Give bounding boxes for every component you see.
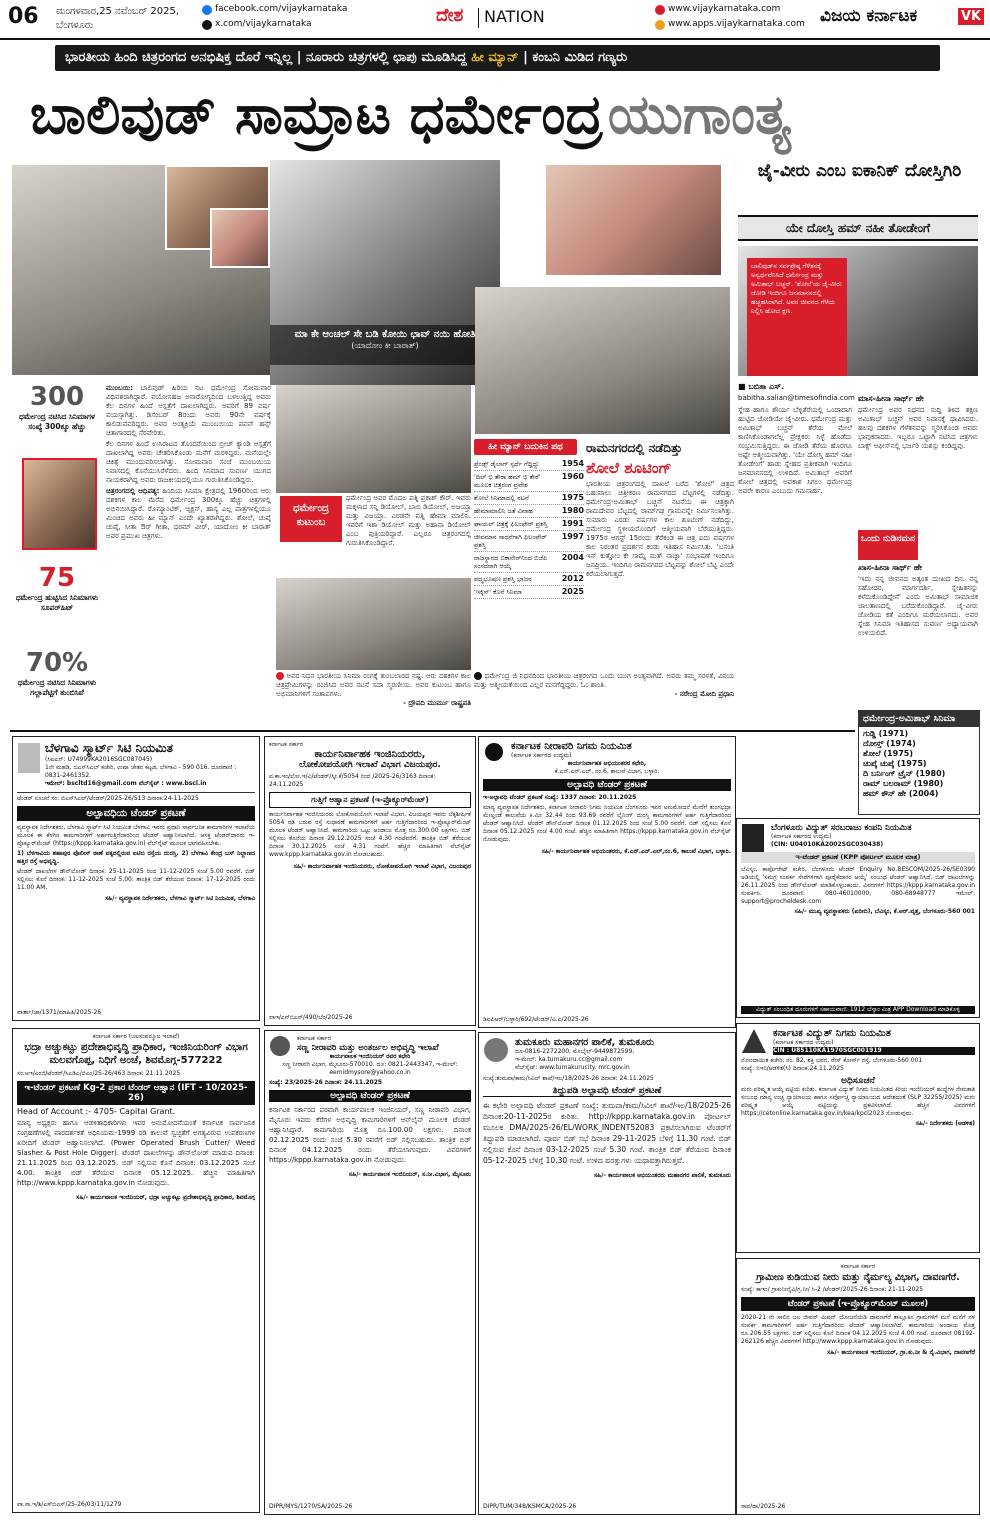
pwd-sign: ಸಹಿ/- ಕಾರ್ಯನಿರ್ವಾಹಕ ಇಂಜಿನಿಯರರು, ಲೋಕೋಪಯೋಗಿ ಇಲಾಖೆ ವಿಭಾಗ, ವಿಜಯಪುರ — [293, 863, 471, 870]
bescom-title: ಬೆಂಗಳೂರು ವಿದ್ಯುತ್ ಸರಬರಾಜು ಕಂಪನಿ ನಿಯಮಿತ — [771, 823, 912, 833]
quote-pm — [474, 672, 734, 722]
jai-veeru-band: ಯೇ ದೋಸ್ತಿ ಹಮ್ ನಹೀ ತೋಡೇಂಗೆ — [738, 215, 978, 241]
films-list — [859, 727, 979, 801]
byline-email: babitha.salian@timesofindia.com — [738, 394, 855, 402]
headline-accent: ಯುಗಾಂತ್ಯ — [607, 83, 792, 146]
section-kn: ದೇಶ — [436, 5, 464, 26]
ad-tumakuru — [478, 1032, 736, 1515]
timeline-item-year: 2012 — [561, 574, 584, 583]
kpcl-body: ಮರು ಪರಿಷ್ಕೃತ ಆಯ್ಕೆ ಪಟ್ಟಿಯ ಕುರಿತು. ಕರ್ನಾಟಕ ವಿದ್ಯುತ್ ನಿಗಮ ನಿಯಮಿತದ ಕಿರಿಯ ಇಂಜಿನಿಯರ್ ಹುದ್ದೆಗಳ ನೇಮಕಾತಿ ಸಂಬಂಧ ಮಾನ್ಯ ಉಚ್ಚ ನ್ಯಾಯಾಲಯ ಹಾಗೂ ಸರ್ವೋಚ್ಚ ನ್ಯಾಯಾಲಯದ ಆದೇಶದಂತೆ (SLP 32255/2025) ಮರು ಪರಿಷ್ಕೃತ ಆಯ್ಕೆ ಪಟ್ಟಿಯನ್ನು ಪ್ರಕಟಿಸಲಾಗಿದೆ. ಹೆಚ್ಚಿನ ವಿವರಗಳಿಗೆ https://cetonline.karnataka.gov.in/kea/kpcl2023 ನೋಡುವುದು. — [741, 1086, 975, 1117]
logo-badge: VK — [958, 8, 984, 25]
ad-minor-irrigation — [264, 1030, 476, 1515]
timeline-item — [474, 573, 584, 586]
belagavi-items: 1) ಬೆಳಗಾವಿಯ ಶಹಾಪುರ ಪೊಲೀಸ್ ಠಾಣೆ ಪಕ್ಕದಲ್ಲಿರುವ ಐಟಿಬಿ ರಸ್ತೆಯ ದುರಸ್ತಿ. 2) ಬೆಳಗಾವಿ ಕೇಂದ್ರ ಬಸ್ ನಿಲ್ದಾಣದ ಹತ್ತಿರ ರಸ್ತೆ ಅಭಿವೃದ್ಧಿ. — [17, 850, 255, 865]
header-city: ಬೆಂಗಳೂರು — [56, 20, 94, 31]
stat-300-label: ಧರ್ಮೇಂದ್ರ ನಟಿಸಿದ ಸಿನಿಮಾಗಳ ಸಂಖ್ಯೆ 300ಕ್ಕೂ ಹೆಚ್ಚು — [19, 412, 95, 431]
ad-knnl-ballari — [478, 736, 736, 1028]
rdws-title: ಗ್ರಾಮೀಣ ಕುಡಿಯುವ ನೀರು ಮತ್ತು ನೈರ್ಮಲ್ಯ ವಿಭಾಗ, ದಾವಣಗೆರೆ. — [756, 1272, 960, 1283]
knnl-sub: (ಕರ್ನಾಟಕ ಸರ್ಕಾರದ ಉದ್ಯಮ) — [511, 752, 572, 759]
section-en: NATION — [484, 7, 545, 26]
family-text: ಧರ್ಮೇಂದ್ರ ಅವರ ಮೊದಲ ಪತ್ನಿ ಪ್ರಕಾಶ್ ಕೌರ್. ಇವರು ಮಕ್ಕಳಾದ ಸನ್ನಿ ಡಿಯೋಲ್, ಬಾಬಿ ಡಿಯೋಲ್, ಅಜಯ್ತಾ ಮತ್ತು ವಿಜಯ್ತಾ. ಎರಡನೇ ಪತ್ನಿ ಹೇಮಾ ಮಾಲಿನಿ. ಇವರಿಗೆ ಇಶಾ ಡಿಯೋಲ್ ಮತ್ತು ಅಹಾನಾ ಡಿಯೋಲ್ ಎಂಬ ಪುತ್ರಿಯರಿದ್ದಾರೆ. ಎಲ್ಲರೂ ಚಿತ್ರರಂಗದಲ್ಲಿ ಗುರುತಿಸಿಕೊಂಡಿದ್ದಾರೆ. — [346, 494, 471, 547]
caption-main — [270, 325, 500, 365]
timeline-item — [474, 552, 584, 573]
sholay-pre: ರಾಮನಗರದಲ್ಲಿ ನಡೆದಿತ್ತು — [586, 441, 683, 455]
mi-office: ಕಾರ್ಯಪಾಲಕ ಇಂಜಿನಿಯರ್ ರವರ ಕಛೇರಿ — [329, 1053, 411, 1060]
timeline-item-text: ಪದ್ಮಭೂಷಣ ಪ್ರಶಸ್ತಿ ಭಾಜನ — [474, 575, 532, 583]
tumakuru-sign: ಸಹಿ/- ಕಾರ್ಯಪಾಲಕ ಅಭಿಯಂತರರು ಮಹಾನಗರ ಪಾಲಿಕೆ, ತುಮಕೂರು — [594, 1172, 731, 1179]
photo-family-with-hema — [546, 165, 721, 275]
timeline-item — [474, 505, 584, 518]
belagavi-dates: ಟೆಂಡರ್ ದಾಖಲೆಗಳ ಡೌನ್‌ಲೋಡ್ ದಿನಾಂಕ: 25-11-2025 ರಿಂದ 11-12-2025 ಸಂಜೆ 5.00 ರವರೆಗೆ. ಬಿಡ್ ಸಲ್ಲಿಸಲು ಕೊನೆ ದಿನಾಂಕ: 11-12-2025 ಸಂಜೆ 5.00. ತಾಂತ್ರಿಕ ಬಿಡ್ ತೆರೆಯುವ ದಿನಾಂಕ: 17-12-2025 ರಂದು 11.00 AM. — [17, 868, 255, 891]
jai-veeru-red-box: ಬಾಲಿವುಡ್‌ನ ಸರ್ವಶ್ರೇಷ್ಠ ಗೆಳೆತನಕ್ಕೆ ಅನ್ವರ್ಥವೆನಿಸಿದೆ ಧರ್ಮೇಂದ್ರ ಮತ್ತು ಅಮಿತಾಭ್ ಬಚ್ಚನ್. 'ಶೋಲೆ'ಯ ಜೈ-ವೀರು ಜೋಡಿ ಇಂದಿಗೂ ಜನಮಾನಸದಲ್ಲಿ ಹಚ್ಚಹಸಿರಾಗಿದೆ. ಅವರ ಜೀವನದ ಗೆಳೆಯ ನಿಲ್ಲಿಸಿ ಹೋದ ಕ್ಷಣ. — [747, 258, 847, 376]
pwd-title: ಕಾರ್ಯನಿರ್ವಾಹಕ ಇಂಜಿನಿಯರರು, — [314, 749, 426, 760]
byline-text: ಸ್ನೇಹ ಹಾಗೂ ಶೌರ್ಯ ಬೆಳ್ಳಿತೆರೆಯಲ್ಲಿ ಒಂದಾದಾಗ ಹುಟ್ಟಿದ ಜೋಡಿಯೇ ಜೈ-ವೀರು. ಧರ್ಮೇಂದ್ರ ಮತ್ತು ಅಮಿತಾಭ್ ಬಚ್ಚನ್ ತೆರೆಯ ಮೇಲೆ ಕಾಣಿಸಿಕೊಂಡಾಗಲೆಲ್ಲ ಪ್ರೇಕ್ಷಕರು ಸಿಳ್ಳೆ ಹೊಡೆದು ಸಂಭ್ರಮಿಸುತ್ತಿದ್ದರು. ಈ ಜೋಡಿ ತೆರೆಯ ಹೊರಗೂ ಅಷ್ಟೇ ಆತ್ಮೀಯವಾಗಿತ್ತು. 'ಯೇ ದೋಸ್ತಿ ಹಮ್ ನಹೀ ತೋಡೇಂಗೆ' ಹಾಡು ಸ್ನೇಹದ ಪ್ರತೀಕವಾಗಿ ಇಂದಿಗೂ ಜನಮಾನಸದಲ್ಲಿ ಉಳಿದಿದೆ. ಅಮಿತಾಭ್ ಅವರಿಗೆ ಶೋಲೆ ಚಿತ್ರದಲ್ಲಿ ಅವಕಾಶ ಸಿಗಲು ಧರ್ಮೇಂದ್ರ ಅವರೇ ಕಾರಣ ಎಂಬುದು ಗಮನಾರ್ಹ. — [738, 406, 852, 495]
bescom-band: ಇ-ಟೆಂಡರ್ ಪ್ರಕಟಣೆ (KPP ಪೋರ್ಟಲ್ ಮೂಲಕ ಮಾತ್ರ) — [741, 852, 975, 863]
film-item: ಹಮ್ ಕೌನ್ ಹೇ (2004) — [863, 789, 939, 798]
timeline-item — [474, 531, 584, 552]
apps-link[interactable]: www.apps.vijaykarnataka.com — [668, 19, 805, 29]
mi-gov: ಕರ್ನಾಟಕ ಸರ್ಕಾರ — [297, 1035, 332, 1042]
section-divider — [478, 8, 479, 28]
timeline-item-year: 1991 — [561, 519, 584, 528]
bescom-logo-icon — [742, 824, 764, 852]
mi-foot: DIPR/MYS/1270/SA/2025-26 — [269, 1503, 353, 1510]
belagavi-logo-icon — [18, 743, 40, 773]
belagavi-foot: ವಾರ್ತಾ/ಜಾ/1371/ಮಾಹಿತಿ/2025-26 — [17, 1009, 102, 1016]
timeline-title: ಹೀ ಮ್ಯಾನ್ ಬದುಕಿನ ಪಥ — [474, 439, 577, 455]
bescom-sub: (ಕರ್ನಾಟಕ ಸರ್ಕಾರದ ಉದ್ಯಮ) — [771, 833, 832, 840]
x-link[interactable]: x.com/vijaykarnataka — [215, 19, 312, 29]
timeline-item — [474, 586, 584, 599]
belagavi-cin: (ಸಿಐಎನ್: U74999KA2016SGC087045) — [45, 756, 153, 763]
timeline-item — [474, 518, 584, 531]
tumakuru-email: ಇ-ಮೇಲ್: ka.tumakuru.cc@gmail.com — [515, 1056, 623, 1063]
x-icon — [202, 20, 212, 30]
tumakuru-phone: ದೂ-0816-2272200, ಮೊಬೈಲ್-9449872599, — [515, 1048, 635, 1055]
tumakuru-logo-icon — [484, 1038, 508, 1062]
rdws-sign: ಸಹಿ/- ಕಾರ್ಯಪಾಲಕ ಇಂಜಿನಿಯರ್, ಗ್ರಾ.ಕು.ನೀ & ನೈ.ವಿಭಾಗ, ದಾವಣಗೆರೆ — [827, 1349, 975, 1356]
mi-title: ಸಣ್ಣ ನೀರಾವರಿ ಮತ್ತು ಅಂತರ್ಜಲ ಅಭಿವೃದ್ಧಿ ಇಲಾಖೆ — [297, 1043, 439, 1053]
headline-main: ಬಾಲಿವುಡ್ ಸಾಮ್ರಾಟ ಧರ್ಮೇಂದ್ರ — [30, 83, 603, 146]
body-para-2: ಕೆಲ ದಿನಗಳ ಹಿಂದೆ ಉಸಿರಾಟದ ತೊಂದರೆಯಿಂದ ಬ್ರೀಚ್ ಕ್ಯಾಂಡಿ ಆಸ್ಪತ್ರೆಗೆ ದಾಖಲಾಗಿದ್ದ ಅವರು ಚೇತರಿಸಿಕೊಂಡು ಮನೆಗೆ ಮರಳಿದ್ದರು. ಮನೆಯಲ್ಲೇ ಚಿಕಿತ್ಸೆ ಮುಂದುವರಿಸಲಾಗಿತ್ತು. ಸೋಮವಾರ ಸಂಜೆ ಮುಂಬಯಿಯ ನಿವಾಸದಲ್ಲಿ ಕೊನೆಯುಸಿರೆಳೆದರು. ಹಿಂದಿ ಸಿನಿಮಾದ ಸುವರ್ಣ ಯುಗದ ನಾಯಕರಾಗಿದ್ದ ಅವರು ರಾಜಕೀಯದಲ್ಲಿಯೂ ಗುರುತಿಸಿಕೊಂಡಿದ್ದರು. — [106, 440, 271, 484]
timeline-item — [474, 492, 584, 505]
family-tag: ಧರ್ಮೇಂದ್ರ ಕುಟುಂಬ — [280, 496, 342, 542]
rdws-body: 2020-21 ನೇ ಸಾಲಿನ ಜಲ ಜೀವನ್ ಮಿಷನ್ ಯೋಜನೆಯಡಿ ದಾವಣಗೆರೆ ತಾಲ್ಲೂಕಿನ ಗ್ರಾಮಗಳಿಗೆ ಮನೆ ಮನೆಗೆ ನಳ ಸಂಪರ್ಕ ಕಾಮಗಾರಿಗಳಿಗೆ ಅರ್ಹ ಗುತ್ತಿಗೆದಾರರಿಂದ ಟೆಂಡರ್ ಆಹ್ವಾನಿಸಲಾಗಿದೆ. ಕಾಮಗಾರಿಯ ಅಂದಾಜು ಮೊತ್ತ ರೂ.206.55 ಲಕ್ಷಗಳು. ಬಿಡ್ ಸಲ್ಲಿಸಲು ಕೊನೆ ದಿನಾಂಕ 04.12.2025 ಸಂಜೆ 4.00 ಗಂಟೆ. ದೂರವಾಣಿ 08192-262126 ಹೆಚ್ಚಿನ ವಿವರಗಳಿಗೆ http://www.kppp.karnataka.gov.in ನೋಡುವುದು. — [741, 1314, 975, 1345]
film-item: ಶೋಲೆ (1975) — [863, 749, 913, 758]
kicker-text-2: | ಕಂಬನಿ ಮಿಡಿದ ಗಣ್ಯರು — [523, 50, 628, 65]
apps-icon — [655, 20, 665, 30]
ads-divider — [10, 730, 855, 732]
quote-president-by: - ದ್ರೌಪದಿ ಮುರ್ಮು ರಾಷ್ಟ್ರಪತಿ — [403, 699, 471, 707]
films-title: ಧರ್ಮೇಂದ್ರ-ಅಮಿತಾಭ್ ಸಿನಿಮಾ — [859, 711, 979, 727]
bhadra-body: ಮಾನ್ಯ ಅಧ್ಯಕ್ಷರು ಹಾಗೂ ಆಡಳಿತಾಧಿಕಾರಿಗಳು ಇವರ ಅನುಮೋದನೆಯಂತೆ ಕರ್ನಾಟಕ ಸಾರ್ವಜನಿಕ ಸಂಗ್ರಹಣೆಗಳಲ್ಲಿ ಪಾರದರ್ಶಕತೆ ಅಧಿನಿಯಮ-1999 ರಡಿ ಕಾಲುವೆ ಸ್ವಚ್ಛತೆಗೆ ಅಗತ್ಯವಿರುವ ಉಪಕರಣಗಳ ಖರೀದಿಗೆ ಟೆಂಡರ್ ಆಹ್ವಾನಿಸಲಾಗಿದೆ. (Power Operated Brush Cutter/ Weed Slasher & Post Hole Digger). ಟೆಂಡರ್ ದಾಖಲೆಗಳನ್ನು ಡೌನ್‌ಲೋಡ್ ಮಾಡುವ ದಿನಾಂಕ: 21.11.2025 ರಿಂದ 03.12.2025. ಬಿಡ್ ಸಲ್ಲಿಸುವ ಕೊನೆ ದಿನಾಂಕ: 03.12.2025 ಸಂಜೆ 4.00. ತಾಂತ್ರಿಕ ಬಿಡ್ ತೆರೆಯುವ ದಿನಾಂಕ 05.12.2025. ಹೆಚ್ಚಿನ ಮಾಹಿತಿಗಾಗಿ http://www.kppp.karnataka.gov.in ನೋಡುವುದು. — [17, 1119, 255, 1187]
pwd-body: ಕಾರ್ಯನಿರ್ವಾಹಕ ಇಂಜಿನಿಯರರು ಲೋಕೋಪಯೋಗಿ ಇಲಾಖೆ ವಿಭಾಗ, ವಿಜಯಪುರ ಇವರು ಲೆಕ್ಕಶೀರ್ಷಿಕೆ 5054 ರಡಿ ಬರುವ ರಸ್ತೆ ಸುಧಾರಣೆ ಕಾಮಗಾರಿಗಳಿಗೆ ಅರ್ಹ ಗುತ್ತಿಗೆದಾರರಿಂದ ಇ-ಪ್ರೊಕ್ಯೂರ್‌ಮೆಂಟ್ ಮೂಲಕ ಟೆಂಡರ್ ಆಹ್ವಾನಿಸಿದೆ. ಕಾಮಗಾರಿಯ ಒಟ್ಟು ಅಂದಾಜು ಮೊತ್ತ ರೂ.300.00 ಲಕ್ಷಗಳು. ಬಿಡ್ ಸಲ್ಲಿಸಲು ಕೊನೆಯ ದಿನಾಂಕ 29.12.2025 ಸಂಜೆ 4.30 ಗಂಟೆವರೆಗೆ. ತಾಂತ್ರಿಕ ಬಿಡ್ ತೆರೆಯುವ ದಿನಾಂಕ 30.12.2025 ಸಂಜೆ 4.31 ಗಂಟೆಗೆ. ಹೆಚ್ಚಿನ ಮಾಹಿತಿಗಾಗಿ ವೆಬ್‌ಸೈಟ್ www.kppp.karnataka.gov.in ನೋಡಬಹುದು. — [269, 811, 471, 858]
bhadra-title: ಭದ್ರಾ ಅಚ್ಚುಕಟ್ಟು ಪ್ರದೇಶಾಭಿವೃದ್ಧಿ ಪ್ರಾಧಿಕಾರ, ಇಂಜಿನಿಯರಿಂಗ್ ವಿಭಾಗ ಮಲವಗೊಪ್ಪ, ನಿಧಿಗೆ ಅಂಚೆ, ಶಿವಮೊಗ್ಗ-577222 — [24, 1042, 248, 1066]
kpcl-logo-icon — [742, 1029, 766, 1053]
stat-70-label: ಧರ್ಮೇಂದ್ರ ನಟಿಸಿದ ಸಿನಿಮಾಗಳು ಗಲ್ಲಾಪೆಟ್ಟಿಗೆ ತುಂಬಿಸಿವೆ — [17, 678, 97, 697]
kpcl-cin: CIN : U85110KA1970SGC001919 — [773, 1047, 975, 1055]
lead-label: ಮುಂಬಯಿ: — [106, 384, 134, 392]
timeline-item-year: 1975 — [561, 493, 584, 502]
right-sub-1: ಮಾಸ-ಹೀನಾ ಸಾರ್ಥ್ ಹೇ — [858, 394, 924, 403]
kicker-band — [55, 45, 940, 71]
stat-75-label: ಧರ್ಮೇಂದ್ರ ಹುಟ್ಟಿಸಿದ ಸಿನಿಮಾಗಳು ಸೂಪರ್‌ಹಿಟ್ — [15, 593, 99, 612]
stat-70-number: 70% — [25, 648, 89, 678]
photo-award-ceremony — [276, 385, 471, 493]
ad-rdws-davanagere — [736, 1258, 980, 1515]
film-item: ಚುಪ್ಕೆ ಚುಪ್ಕೆ (1975) — [863, 759, 927, 768]
timeline-item-year: 2025 — [561, 587, 584, 596]
quote-pm-by: - ನರೇಂದ್ರ ಮೋದಿ ಪ್ರಧಾನಿ — [674, 690, 734, 698]
timeline-item — [474, 458, 584, 471]
sholay-title: ಶೋಲೆ ಶೂಟಿಂಗ್ — [586, 459, 672, 477]
film-item: ದೋಸ್ತ್ (1974) — [863, 739, 916, 748]
films-box — [858, 710, 980, 815]
stat-75-number: 75 — [38, 563, 76, 593]
kpcl-sign: ಸಹಿ/- ನಿರ್ದೇಶಕರು (ಆಡಳಿತ) — [915, 1120, 975, 1127]
photo-deol-sons — [276, 578, 471, 670]
rdws-band: ಟೆಂಡರ್ ಪ್ರಕಟಣೆ (ಇ-ಪ್ರೊಕ್ಯೂರ್‌ಮೆಂಟ್ ಮೂಲಕ) — [741, 1297, 975, 1311]
mi-addr: ಸಣ್ಣ ನೀರಾವರಿ ವಿಭಾಗ, ಮೈಸೂರು-570010. ದೂ: 0821-2443347, ಇ-ಮೇಲ್: eemidmysore@yahoo.co.in — [282, 1061, 458, 1076]
tumakuru-body: ಈ ಕಛೇರಿ ಅಲ್ಪಾವಧಿ ಟೆಂಡರ್ ಪ್ರಕಟಣೆ ಸಂಖ್ಯೆ: ತುಮಪಾ/ಕಾಮ/ಸಿವಿಲ್ ಶಾಖೆ/ಇಲ/18/2025-26 ದಿನಾಂಕ:20-11-2025ರ ಕುರಿತು. http://kppp.karnataka.gov.in ಪೋರ್ಟಲ್ ಮೂಲಕ DMA/2025-26/EL/WORK_INDENT52083 ಪ್ರಕಟಿಸಲಾಗಿರುವ ಟೆಂಡರ್‌ಗೆ ತಿದ್ದುಪಡಿ ಮಾಡಲಾಗಿದೆ. ಪೂರ್ವ ಬಿಡ್ ಸಭೆ ದಿನಾಂಕ 29-11-2025 ಬೆಳಿಗ್ಗೆ 11.30 ಗಂಟೆ. ಬಿಡ್ ಸಲ್ಲಿಸುವ ಕೊನೆ ದಿನಾಂಕ 03-12-2025 ಸಂಜೆ 5.30 ಗಂಟೆ. ತಾಂತ್ರಿಕ ಬಿಡ್ ತೆರೆಯುವ ದಿನಾಂಕ 05-12-2025 ಬೆಳಿಗ್ಗೆ 10.30 ಗಂಟೆ. ಉಳಿದ ಷರತ್ತುಗಳು ಯಥಾವತ್ತಾಗಿರುತ್ತವೆ. — [483, 1101, 731, 1165]
stat-75 — [12, 563, 102, 633]
timeline-list — [474, 458, 584, 670]
right-text-2: 'ಇದು ನನ್ನ ಜೀವನದ ಅತ್ಯಂತ ದುಃಖದ ದಿನ. ನನ್ನ ಸಹೋದರ, ಮಾರ್ಗದರ್ಶಿ, ಸ್ನೇಹಿತನನ್ನು ಕಳೆದುಕೊಂಡಿದ್ದೇನೆ' ಎಂದು ಅಮಿತಾಭ್ ಸಾಮಾಜಿಕ ಜಾಲತಾಣದಲ್ಲಿ ಬರೆದುಕೊಂಡಿದ್ದಾರೆ. ಜೈ-ವೀರು ಜೋಡಿಯ ಕತೆ ಎಂದಿಗೂ ಮರೆಯಲಾಗದು. ಅವರ ಸ್ನೇಹ ಸಿನಿಮಾ ಇತಿಹಾಸದ ಸುವರ್ಣ ಅಧ್ಯಾಯವಾಗಿ ಉಳಿಯಲಿದೆ. — [858, 575, 978, 637]
belagavi-addr: 1ನೇ ಮಹಡಿ, ಬಿಎಸ್‌ಸಿಎಲ್ ಕಚೇರಿ, ಉಷಾ ಚೇತನ ಕಟ್ಟಡ, ಬೆಳಗಾವಿ - 590 016. ದೂರವಾಣಿ : 0831-2461352. — [45, 764, 237, 779]
body-para-3: ಹಿಂದಿಯ ಸಿನಿಮಾ ಕ್ಷೇತ್ರದಲ್ಲಿ 1960ರಿಂದ ಆರು ದಶಕಗಳ ಕಾಲ ಮೆರೆದ ಧರ್ಮೇಂದ್ರ 300ಕ್ಕೂ ಹೆಚ್ಚು ಚಿತ್ರಗಳಲ್ಲಿ ಅಭಿನಯಿಸಿದ್ದಾರೆ. ರೊಮ್ಯಾಂಟಿಕ್, ಆ್ಯಕ್ಷನ್, ಹಾಸ್ಯ ಎಲ್ಲ ಪಾತ್ರಗಳಲ್ಲಿಯೂ ಮಿಂಚಿದ ಅವರು ಹೀ ಮ್ಯಾನ್ ಎಂದೇ ಖ್ಯಾತರಾಗಿದ್ದರು. ಶೋಲೆ, ಚುಪ್ಕೆ ಚುಪ್ಕೆ, ಸೀತಾ ಔರ್ ಗೀತಾ, ಧರಮ್ ವೀರ್, ಯಾದೋಂ ಕೀ ಬಾರಾತ್ ಅವರ ಪ್ರಮುಖ ಚಿತ್ರಗಳು. — [106, 487, 271, 540]
mi-band: ಅಲ್ಪಾವಧಿ ಟೆಂಡರ್ ಪ್ರಕಟಣೆ — [269, 1090, 471, 1102]
timeline-item-text: ರಾಜಸ್ಥಾನದ ಬಿಕಾನೇರ್‌ನಿಂದ ಬಿಜೆಪಿ ಸಂಸದರಾಗಿ ಆಯ್ಕೆ — [474, 554, 548, 570]
kpcl-notice: ಅಧಿಸೂಚನೆ — [841, 1076, 875, 1086]
timeline-item-year: 1997 — [561, 532, 584, 541]
masthead — [0, 0, 990, 40]
ad-kpcl — [736, 1023, 980, 1253]
quote-president-text: ಅವರ ನಿಧನ ಭಾರತೀಯ ಸಿನಿಮಾ ರಂಗಕ್ಕೆ ತುಂಬಲಾರದ ನಷ್ಟ. ಆರು ದಶಕಗಳ ಕಾಲ ಚಿತ್ರಪ್ರೇಮಿಗಳನ್ನು ರಂಜಿಸಿದ ಅವರ ನಟನೆ ಸದಾ ಸ್ಮರಣೀಯ. ಅವರ ಕುಟುಂಬ ಹಾಗೂ ಅಭಿಮಾನಿಗಳಿಗೆ ಸಂತಾಪಗಳು. — [276, 672, 471, 698]
jai-veeru-title: ಜೈ-ವೀರು ಎಂಬ ಐಕಾನಿಕ್ ದೋಸ್ತಿಗಿರಿ — [757, 161, 962, 181]
rdws-ref: ಸಂಖ್ಯೆ: ಕಾಇಂ/ ಗ್ರಾಕುನೀನೈವಿ/ಗ್ರ.ನೀ/ ಸಿ-2 /ಟೆಂಡರ್/2025-26 ದಿನಾಂಕ: 21-11-2025 — [741, 1286, 924, 1293]
belagavi-band: ಅಲ್ಪಾವಧಿಯ ಟೆಂಡರ್ ಪ್ರಕಟಣೆ — [17, 806, 255, 821]
caption-main-text: ಮಾ ಕೇ ಆಂಚಲ್ ಸೇ ಬಡಿ ಕೋಯಿ ಛಾವ್ ನಯಿ ಹೋತಿ — [294, 329, 476, 340]
timeline-item-text: ಹೇಮಾಮಾಲಿನಿ ಜತೆ ವಿವಾಹ — [474, 507, 533, 515]
belagavi-ref: ಟೆಂಡರ್ ಸೂಚನೆ ಸಂ: ಬಿಎಸ್‌ಸಿಎಲ್/ಟೆಂಡರ್/2025-26/513 ದಿನಾಂಕ:24-11-2025 — [17, 792, 255, 803]
kpcl-addr: ನೋಂದಾಯಿತ ಕಚೇರಿ: ನಂ. 82, ಶಕ್ತಿ ಭವನ, ರೇಸ್ ಕೋರ್ಸ್ ರಸ್ತೆ, ಬೆಂಗಳೂರು-560 001 — [741, 1057, 923, 1064]
body-column-1 — [106, 384, 271, 714]
stat-300 — [12, 382, 102, 452]
bhadra-ref: ಸಂ:ಅಇ/ಎಂಜಿ/ಟೆಂಡರ್/ಸಿಎಡಿಎ/ಬಿಎಂ/25-26/463 ದಿನಾಂಕ: 21.11.2025 — [17, 1070, 181, 1077]
tribute-tag: ಒಂದು ನುಡಿನಮನ — [858, 530, 918, 560]
web-icon — [655, 5, 665, 15]
belagavi-body: ವ್ಯವಸ್ಥಾಪಕ ನಿರ್ದೇಶಕರು, ಬೆಳಗಾವಿ ಸ್ಮಾರ್ಟ್ ಸಿಟಿ ನಿಯಮಿತ ಬೆಳಗಾವಿ ಇವರು ಪ್ರಧಾನಿ ಸಾರ್ವಜನಿಕ ಕಾಮಗಾರಿಗಳ ಇಲಾಖೆಯ ಮೂಲಕ ಈ ಕೆಳಗಿನ ಕಾಮಗಾರಿಗಳಿಗೆ ಅರ್ಹಗುತ್ತಿಗೆದಾರರಿಂದ ಟೆಂಡರ್ ಆಹ್ವಾನಿಸಲಾಗಿದೆ. ಆಸಕ್ತ ಟೆಂಡರ್‌ದಾರರು ಇ-ಪ್ರೊಕ್ಯೂರ್‌ಮೆಂಟ್ (https://kppp.karnataka.gov.in) ವೆಬ್‌ಸೈಟ್ ಮೂಲಕ ಭಾಗವಹಿಸಬೇಕು. — [17, 824, 255, 847]
stat-70 — [12, 648, 102, 718]
timeline-item — [474, 471, 584, 492]
ad-pwd-vijayapura — [264, 736, 476, 1026]
pwd-ref: ಪ.ಕಾ.ಇಂ/ಲೋ.ಇ/ವಿ/ಟೆಂಡರ್/ಸ್ಕೀ.ಕೆ/5054 ರಿಂದ /2025-26/3163 ದಿನಾಂಕ: 24.11.2025 — [269, 773, 436, 788]
timeline-item-text: 'ಇಕ್ಕಿಸ್' ಕೊನೆ ಸಿನಿಮಾ — [474, 588, 522, 596]
kpcl-title: ಕರ್ನಾಟಕ ವಿದ್ಯುತ್ ನಿಗಮ ನಿಯಮಿತ — [773, 1028, 891, 1039]
timeline-item-text: ಜೀವಮಾನ ಸಾಧನೆಗಾಗಿ ಫಿಲಂಫೇರ್ ಪ್ರಶಸ್ತಿ — [474, 533, 547, 549]
mi-logo-icon — [270, 1036, 290, 1056]
timeline-item-year: 1954 — [561, 459, 584, 468]
timeline-item-text: ಘಾಯಲ್ ಚಿತ್ರಕ್ಕೆ ಫಿಲಂಫೇರ್ ಪ್ರಶಸ್ತಿ — [474, 520, 548, 528]
kpcl-sub: (ಕರ್ನಾಟಕ ಸರ್ಕಾರದ ಉದ್ಯಮ) — [773, 1039, 834, 1046]
tumakuru-title: ತುಮಕೂರು ಮಹಾನಗರ ಪಾಲಿಕೆ, ತುಮಕೂರು — [515, 1037, 655, 1048]
mi-ref: ಸಂಖ್ಯೆ: 23/2025-26 ದಿನಾಂಕ: 24.11.2025 — [269, 1079, 383, 1086]
knnl-logo-icon — [485, 743, 503, 761]
mi-body: ಕರ್ನಾಟಕ ಸರ್ಕಾರದ ಪರವಾಗಿ ಕಾರ್ಯಪಾಲಕ ಇಂಜಿನಿಯರ್, ಸಣ್ಣ ನೀರಾವರಿ ವಿಭಾಗ, ಮೈಸೂರು ಇವರು ಕೆರೆಗಳ ಅಭಿವೃದ್ಧಿ ಕಾಮಗಾರಿಗಳಿಗೆ ಆನ್‌ಲೈನ್ ಮೂಲಕ ಟೆಂಡರ್ ಆಹ್ವಾನಿಸಿದ್ದಾರೆ. ಕಾಮಗಾರಿಯ ಮೊತ್ತ ರೂ.100.00 ಲಕ್ಷಗಳು. ದಿನಾಂಕ 02.12.2025 ರಂದು ಸಂಜೆ 5.30 ರವರೆಗೆ ಬಿಡ್ ಸಲ್ಲಿಸಬಹುದು. ತಾಂತ್ರಿಕ ಬಿಡ್ ದಿನಾಂಕ 04.12.2025 ರಂದು ತೆರೆಯಲಾಗುವುದು. ವಿವರಗಳಿಗೆ https://kppp.karnataka.gov.in ನೋಡುವುದು. — [269, 1106, 471, 1164]
bhadra-head: Head of Account :- 4705- Capital Grant. — [17, 1107, 176, 1116]
logo-text: ವಿಜಯ ಕರ್ನಾಟಕ — [820, 6, 918, 26]
ad-belagavi — [12, 736, 260, 1021]
kpcl-ref: ಸಂಖ್ಯೆ: ನಿಇನಿ/ಆಡಳಿತ(ಸಿ) ದಿನಾಂಕ:24.11.2025 — [741, 1065, 844, 1072]
timeline-item-text: ಫ್ರೆಂಡ್ಸ್ ಡೈಲಾಗ್ ಸ್ಪರ್ಧೆ ಗೆದ್ದಿದ್ದು — [474, 460, 540, 468]
kicker-highlight: ಹೀ ಮ್ಯಾನ್ — [471, 50, 519, 65]
pwd-foot: ವಾಇ/ಎಸ್‌ಬಿಎಸ್/490/ಬೆಂ/2025-26 — [269, 1014, 353, 1021]
header-date: ಮಂಗಳವಾರ,25 ನವೆಂಬರ್ 2025, — [56, 6, 180, 17]
sholay-text: ಭಾರತೀಯ ಚಿತ್ರರಂಗದಲ್ಲಿ ದಾಖಲೆ ಬರೆದ 'ಶೋಲೆ' ಚಿತ್ರದ ಬಹುಪಾಲು ಚಿತ್ರೀಕರಣ ರಾಮನಗರದ ಬೆಟ್ಟಗಳಲ್ಲಿ ನಡೆದಿತ್ತು. ಧರ್ಮೇಂದ್ರ-ಅಮಿತಾಭ್ ಬಚ್ಚನ್ ನಟನೆಯ ಈ ಚಿತ್ರಕ್ಕಾಗಿ ರಾಮದೇವರ ಬೆಟ್ಟದಲ್ಲಿ ರಾಮ್‌ಗಢ ಗ್ರಾಮವನ್ನೇ ನಿರ್ಮಿಸಲಾಗಿತ್ತು. ಸುಮಾರು ಎರಡು ವರ್ಷಗಳ ಕಾಲ ಶೂಟಿಂಗ್ ನಡೆದಿದ್ದು, ಧರ್ಮೇಂದ್ರ ಸ್ಥಳೀಯರೊಂದಿಗೆ ಆತ್ಮೀಯವಾಗಿ ಬೆರೆಯುತ್ತಿದ್ದರು. 1975ರ ಆಗಸ್ಟ್ 15ರಂದು ತೆರೆಕಂಡ ಈ ಚಿತ್ರ ಐದು ವರ್ಷಗಳ ಕಾಲ ನಿರಂತರ ಪ್ರದರ್ಶನ ಕಂಡು ಇತಿಹಾಸ ನಿರ್ಮಿಸಿತು. 'ಬಸಂತಿ ಇನ್ ಕುತ್ತೋಂ ಕೇ ಸಾಮ್ನೆ ಮತ್ ನಾಚ್ನಾ' ಸಂಭಾಷಣೆ ಇಂದಿಗೂ ಜನಪ್ರಿಯ. ಇಂದಿಗೂ ರಾಮನಗರದ ಬೆಟ್ಟವನ್ನು ಶೋಲೆ ಬೆಟ್ಟ ಎಂದೇ ಕರೆಯಲಾಗುತ್ತದೆ. — [586, 480, 734, 578]
belagavi-email: ಇಮೇಲ್: bscltd16@gmail.com ವೆಬ್‌ಸೈಟ್ : www.bscl.in — [45, 780, 207, 787]
bhadra-sign: ಸಹಿ/- ಕಾರ್ಯಪಾಲಕ ಇಂಜಿನಿಯರ್, ಭದ್ರಾ ಅಚ್ಚುಕಟ್ಟು ಪ್ರದೇಶಾಭಿವೃದ್ಧಿ ಪ್ರಾಧಿಕಾರ, ಶಿವಮೊಗ್ಗ — [76, 1194, 255, 1201]
photo-sholay-still — [475, 287, 730, 434]
belagavi-title: ಬೆಳಗಾವಿ ಸ್ಮಾರ್ಟ್ ಸಿಟಿ ನಿಯಮಿತ — [45, 741, 173, 755]
pwd-title2: ಲೋಕೋಪಯೋಗಿ ಇಲಾಖೆ ವಿಭಾಗ ವಿಜಯಪುರ. — [299, 760, 441, 770]
tumakuru-ref: ಸಂಖ್ಯೆ:ತುಮಪಾ/ಕಾಮ/ಸಿವಿಲ್ ಶಾಖೆ/ಇಲ/18/2025-26 ದಿನಾಂಕ: 24.11.2025 — [483, 1075, 654, 1082]
right-sub-2: ಖಾಸ-ಹೀನಾ ಸಾರ್ಥ್ ಹೇ — [858, 563, 923, 572]
facebook-icon — [202, 5, 212, 15]
knnl-title: ಕರ್ನಾಟಕ ನೀರಾವರಿ ನಿಗಮ ನಿಯಮಿತ — [511, 741, 632, 752]
timeline-item-year: 1980 — [561, 506, 584, 515]
bhadra-band: ಇ-ಟೆಂಡರ್ ಪ್ರಕಟಣೆ Kg-2 ಪ್ರಕಾರ ಟೆಂಡರ್ ಆಹ್ವಾನ (IFT - 10/2025-26) — [17, 1081, 255, 1105]
film-item: ದಿ ಬರ್ನಿಂಗ್ ಟ್ರೈನ್ (1980) — [863, 769, 946, 778]
rdws-foot: ಸಾವ/ದಾ/2025-26 — [741, 1503, 786, 1510]
knnl-office: ಕಾರ್ಯನಿರ್ವಾಹಕ ಅಭಿಯಂತರರ ಕಛೇರಿ, — [567, 760, 647, 767]
bescom-body: ಬೆವಿಸ್ಕಂ, ಕಾರ್ಪೊರೇಟ್ ಕಚೇರಿ, ಬೆಂಗಳೂರು ಟೆಂಡರ್ Enquiry No.BESCOM/2025-26/SE0390 ಅಡಿಯಲ್ಲಿ 'ಸಮಗ್ರ ಸಂಪರ್ಕ ಸೇವೆಗಳಿಗಾಗಿ ಪೂರೈಕೆದಾರರ ಆಯ್ಕೆ' ಸಂಬಂಧ ಟೆಂಡರ್ ಆಹ್ವಾನಿಸಿದೆ. ಬಿಡ್ ದಾಖಲೆಗಳನ್ನು 26.11.2025 ರಿಂದ ಡೌನ್‌ಲೋಡ್ ಮಾಡಿಕೊಳ್ಳಬಹುದು. ವಿವರಗಳಿಗೆ https://kppp.karnataka.gov.in ಸಂಪರ್ಕಿಸಿ. ದೂರವಾಣಿ: 080-46010000, 080-68948777 ಇಮೇಲ್: support@procheldesk.com — [741, 866, 975, 905]
knnl-foot: ಡಿಐಪಿಆರ್/ಬಳ್ಳಾರಿ/692/ಟೆಂಡರ್/ವಿ.ಎ/2025-26 — [483, 1016, 589, 1023]
film-item: ರಾಮ್ ಬಲರಾಮ್ (1980) — [863, 779, 944, 788]
tumakuru-foot: DIPR/TUM/348/KSMCA/2025-26 — [483, 1503, 577, 1510]
bescom-sign: ಸಹಿ/- ಮುಖ್ಯ ವ್ಯವಸ್ಥಾಪಕರು (ಖರೀದಿ), ಬೆವಿಸ್ಕಂ, ಕೆ.ಆರ್.ವೃತ್ತ, ಬೆಂಗಳೂರು-560 001 — [794, 908, 975, 915]
bhadra-foot: ವಾ.ಸಾ.ಇ/ಶಿ/ಎಸ್‌ಬಿಎಸ್/25-26/03/11/1279 — [17, 1501, 122, 1508]
film-item: ಗುಡ್ಡಿ (1971) — [863, 729, 909, 738]
knnl-sign: ಸಹಿ/- ಕಾರ್ಯನಿರ್ವಾಹಕ ಅಭಿಯಂತರರು, ಕೆ.ಎನ್.ಎನ್.ಎಲ್,ನಂ.6, ಕಾಲುವೆ ವಿಭಾಗ, ಬಳ್ಳಾರಿ. — [541, 848, 731, 855]
website-link[interactable]: www.vijaykarnataka.com — [668, 4, 781, 14]
facebook-link[interactable]: facebook.com/vijaykarnataka — [215, 4, 348, 14]
quote-president — [276, 672, 471, 722]
knnl-band: ಅಲ್ಪಾವಧಿ ಟೆಂಡರ್ ಪ್ರಕಟಣೆ — [483, 779, 731, 791]
tumakuru-band: ತಿದ್ದುಪಡಿ ಅಲ್ಪಾವಧಿ ಟೆಂಡರ್ ಪ್ರಕಟಣೆ — [483, 1086, 731, 1097]
caption-main-sub: (ಯಾದೋಂ ಕೀ ಬಾರಾತ್) — [351, 341, 419, 350]
right-text-1: ಧರ್ಮೇಂದ್ರ ಅವರ ನಿಧನದ ಸುದ್ದಿ ತಿಳಿದ ತಕ್ಷಣ ಅಮಿತಾಭ್ ಬಚ್ಚನ್ ಅವರ ನಿವಾಸಕ್ಕೆ ಧಾವಿಸಿದರು. ಹಲವು ದಶಕಗಳ ಗೆಳೆತನವನ್ನು ಸ್ಮರಿಸಿಕೊಂಡ ಅವರು ಭಾವುಕರಾದರು. ಇಬ್ಬರೂ ಒಟ್ಟಾಗಿ ನಟಿಸಿದ ಚಿತ್ರಗಳು ಬಾಕ್ಸ್ ಆಫೀಸ್‌ನಲ್ಲಿ ಭರ್ಜರಿ ಯಶಸ್ಸು ಕಂಡಿದ್ದವು. — [858, 406, 978, 450]
tumakuru-web: ವೆಬ್‌ಸೈಟ್: www.tumakurucity. mrc.gov.in — [515, 1064, 630, 1071]
quote-pm-text: ಧರ್ಮೇಂದ್ರ ಜಿ ನಿಧನದಿಂದ ಭಾರತೀಯ ಚಿತ್ರರಂಗದ ಒಂದು ಯುಗ ಅಂತ್ಯವಾಗಿದೆ. ಅವರು ತಮ್ಮ ಸರಳತೆ, ವಿನಯ ಮತ್ತು ಆತ್ಮೀಯತೆಯಿಂದ ಎಲ್ಲರ ಮನಗೆದ್ದಿದ್ದರು. ಓಂ ಶಾಂತಿ. — [474, 672, 734, 689]
photo-dharmendra-cap — [22, 458, 97, 550]
knnl-addr: ಕೆ.ಎನ್.ಎನ್.ಎಲ್, ನಂ.6, ಕಾಲುವೆ ವಿಭಾಗ, ಬಳ್ಳಾರಿ. — [554, 768, 660, 775]
timeline-item-year: 2004 — [561, 553, 584, 562]
quote-pm-icon — [474, 672, 482, 680]
belagavi-sign: ಸಹಿ/- ವ್ಯವಸ್ಥಾಪಕ ನಿರ್ದೇಶಕರು, ಬೆಳಗಾವಿ ಸ್ಮಾರ್ಟ್ ಸಿಟಿ ನಿಯಮಿತ, ಬೆಳಗಾವಿ — [104, 895, 255, 902]
timeline-item-text: 'ದಿಲ್ ಭಿ ತೇರಾ ಹಮ್ ಭಿ ತೇರೆ' ಮೂಲಕ ಚಿತ್ರರಂಗ ಪ್ರವೇಶ — [474, 473, 541, 489]
bescom-helpline: ವಿದ್ಯುತ್ ಸಂಬಂಧಿತ ದೂರುಗಳಿಗೆ ಸಹಾಯವಾಣಿ: 1912 ಬೆಸ್ಕಾಂ ಮಿತ್ರ APP Download ಮಾಡಿಕೊಳ್ಳಿ — [741, 1006, 975, 1014]
timeline-item-year: 1960 — [561, 472, 584, 481]
mi-sign: ಸಹಿ/- ಕಾರ್ಯಪಾಲಕ ಇಂಜಿನಿಯರ್, ಸ.ನೀ.ವಿಭಾಗ, ಮೈಸೂರು — [348, 1171, 471, 1178]
bescom-cin: (CIN: U04010KA2002SGC030438) — [771, 841, 884, 848]
lead-text: ಬಾಲಿವುಡ್ ಹಿರಿಯ ನಟ ಧರ್ಮೇಂದ್ರ ಸೋಮವಾರ ವಿಧಿವಶರಾಗಿದ್ದಾರೆ. ವಯೋಸಹಜ ಅನಾರೋಗ್ಯದಿಂದ ಬಳಲುತ್ತಿದ್ದ ಅವರು ಕೆಲ ದಿನಗಳ ಹಿಂದೆ ಆಸ್ಪತ್ರೆಗೆ ದಾಖಲಾಗಿದ್ದರು. ಅವರಿಗೆ 89 ವರ್ಷ ವಯಸ್ಸಾಗಿತ್ತು. ಡಿಸೆಂಬರ್ 8ರಂದು ಅವರು 90ನೇ ವರ್ಷಕ್ಕೆ ಕಾಲಿಡುವವರಿದ್ದರು. ಅವರ ಅಂತ್ಯಕ್ರಿಯೆ ಮುಂಬಯಿಯ ಪವನ್ ಹನ್ಸ್ ಚಿತಾಗಾರದಲ್ಲಿ ನೆರವೇರಿತು. — [106, 384, 271, 437]
stat-300-number: 300 — [29, 382, 85, 412]
knnl-body: ಮಾನ್ಯ ವ್ಯವಸ್ಥಾಪಕ ನಿರ್ದೇಶಕರು, ಕರ್ನಾಟಕ ನೀರಾವರಿ ನಿಗಮ ನಿಯಮಿತ ಬೆಂಗಳೂರು ಇವರ ಅನುಮೋದನೆ ಮೇರೆಗೆ ತುಂಗಭದ್ರಾ ಮೇಲ್ದಂಡೆ ಕಾಲುವೆಯ ಕಿ.ಮೀ 32.44 ರಿಂದ 93.69 ರವರೆಗೆ ಲೈನಿಂಗ್ ದುರಸ್ತಿ ಕಾಮಗಾರಿಗಳಿಗೆ ಅರ್ಹ ಗುತ್ತಿಗೆದಾರರಿಂದ ಟೆಂಡರ್ ಆಹ್ವಾನಿಸಿದೆ. ಟೆಂಡರ್ ಡೌನ್‌ಲೋಡ್ ದಿನಾಂಕ 01.12.2025 ರಿಂದ ಸಂಜೆ 5.00 ರವರೆಗೆ. ಬಿಡ್ ಸಲ್ಲಿಸಲು ಕೊನೆ ದಿನಾಂಕ 05.12.2025 ಸಂಜೆ 4.00 ಗಂಟೆ. ಹೆಚ್ಚಿನ ಮಾಹಿತಿಗಾಗಿ https://kppp.karnataka.gov.in ವೆಬ್‌ಸೈಟ್ ನೋಡುವುದು. — [483, 804, 731, 843]
rdws-gov: ಕರ್ನಾಟಕ ಸರ್ಕಾರ — [840, 1263, 876, 1270]
knnl-ref: ಇ-ಅಲ್ಪಾವಧಿ ಟೆಂಡರ್ ಪ್ರಕಟಣೆ ಸಂಖ್ಯೆ: 1337 ದಿನಾಂಕ: 20.11.2025 — [483, 794, 637, 801]
photo-actress-still — [210, 208, 270, 268]
quote-dot-icon — [276, 672, 284, 680]
page-number: 06 — [8, 4, 39, 29]
para3-label: ಚಿತ್ರರಂಗದಲ್ಲಿ ಆಧಿಪತ್ಯ: — [106, 487, 160, 495]
pwd-gov: ಕರ್ನಾಟಕ ಸರ್ಕಾರ — [269, 741, 304, 748]
kicker-text-1: ಭಾರತೀಯ ಹಿಂದಿ ಚಿತ್ರರಂಗದ ಅನಭಿಷಿಕ್ತ ದೊರೆ ಇನ್ನಿಲ್ಲ | ನೂರಾರು ಚಿತ್ರಗಳಲ್ಲಿ ಛಾಪು ಮೂಡಿಸಿದ್ದ — [65, 50, 467, 65]
headline — [30, 76, 970, 156]
ad-bhadra — [12, 1028, 260, 1513]
timeline-item-text: ಶೋಲೆ ಸಿನಿಮಾದಲ್ಲಿ ನಟನೆ — [474, 494, 529, 502]
ad-bescom — [736, 818, 980, 1018]
pwd-band: ಗುತ್ತಿಗೆ ಆಹ್ವಾನ ಪ್ರಕಟಣೆ (ಇ-ಪ್ರೊಕ್ಯೂರ್‌ಮೆಂಟ್) — [269, 792, 471, 808]
byline-name: ■ ಬಬಿತಾ ಎಸ್. — [738, 382, 784, 391]
bhadra-gov: ಕರ್ನಾಟಕ ಸರ್ಕಾರ (ಜಲಸಂಪನ್ಮೂಲ ಇಲಾಖೆ) — [92, 1033, 180, 1040]
